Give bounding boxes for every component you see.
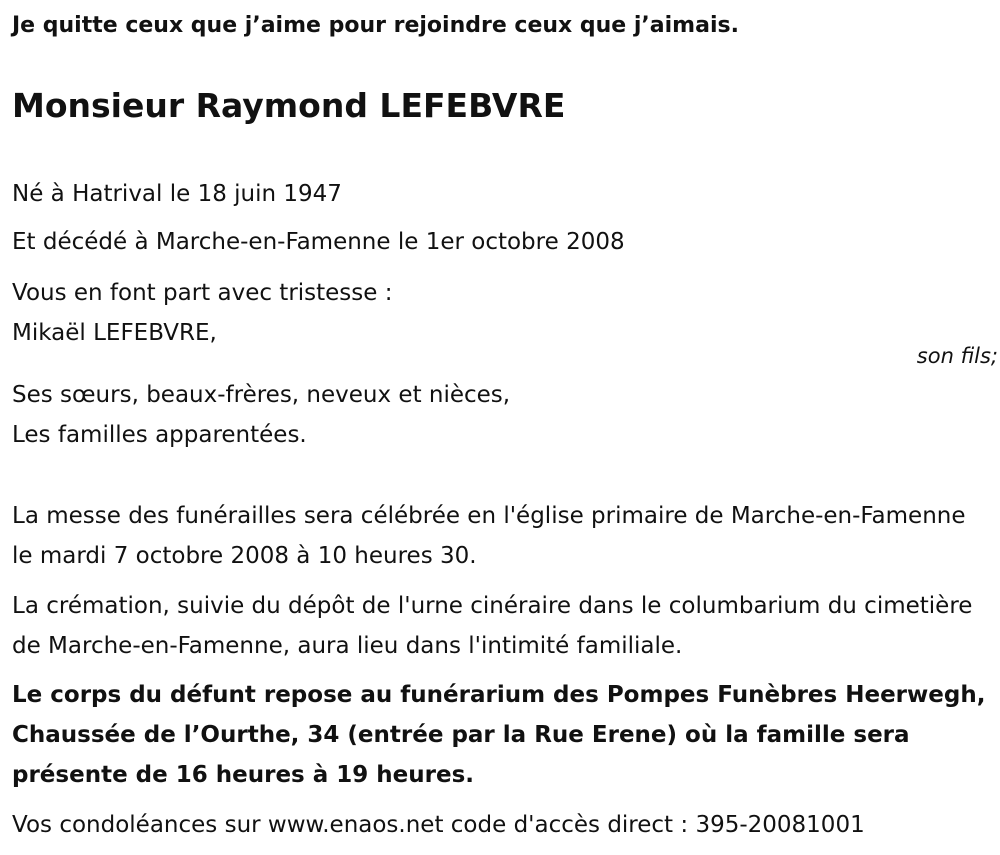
funeral-mass-info: La messe des funérailles sera célébrée en l'église primaire de Marche-en-Famenne le mardi 7 octobre 2008 à 10 heures 30. <box>12 503 966 569</box>
deceased-name: Monsieur Raymond LEFEBVRE <box>12 86 566 125</box>
viewing-info: Le corps du défunt repose au funérarium des Pompes Funèbres Heerwegh, Chaussée de l’Ourthe, 34 (entrée par la Rue Erene) où la famille sera présente de 16 heures à 19 heures. <box>12 682 986 788</box>
announce-intro: Vous en font part avec tristesse : <box>12 280 393 306</box>
birth-info: Né à Hatrival le 18 juin 1947 <box>12 181 342 207</box>
death-info: Et décédé à Marche-en-Famenne le 1er octobre 2008 <box>12 229 625 255</box>
epigraph-quote: Je quitte ceux que j’aime pour rejoindre ceux que j’aimais. <box>12 13 739 38</box>
mourner-relation: son fils; <box>916 344 998 368</box>
family-line-2: Les familles apparentées. <box>12 422 307 448</box>
cremation-info: La crémation, suivie du dépôt de l'urne cinéraire dans le columbarium du cimetière de Marche-en-Famenne, aura lieu dans l'intimité familiale. <box>12 593 973 659</box>
mourner-name: Mikaël LEFEBVRE, <box>12 320 217 346</box>
condolences-info: Vos condoléances sur www.enaos.net code d'accès direct : 395-20081001 <box>12 812 865 838</box>
family-line-1: Ses sœurs, beaux-frères, neveux et nièces, <box>12 382 511 408</box>
